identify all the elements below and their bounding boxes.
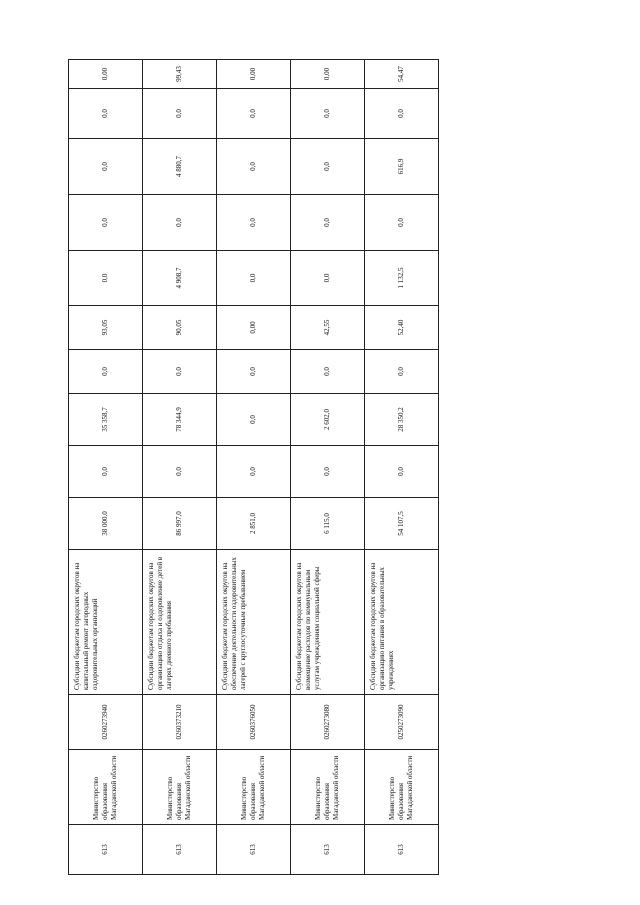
subsidies-table — [68, 59, 439, 875]
row-description: Субсидии бюджетам городских округов на организацию отдыха и оздоровление детей в лагерях дневного пребывания — [143, 550, 217, 695]
table-row — [217, 60, 291, 875]
row-kbk: 0250273090 — [365, 695, 439, 750]
row-value-4: 0,0 — [69, 350, 143, 394]
row-value-4: 0,0 — [291, 350, 365, 394]
row-value-4: 0,0 — [143, 350, 217, 394]
table-row — [365, 60, 439, 875]
row-value-3: 2 602,0 — [291, 394, 365, 446]
row-value-2: 0,0 — [217, 446, 291, 498]
row-value-2: 0,0 — [143, 446, 217, 498]
row-value-8: 0,0 — [69, 139, 143, 195]
row-value-10: 54,47 — [365, 60, 439, 89]
row-value-6: 0,0 — [291, 251, 365, 306]
row-description: Субсидии бюджетам городских округов на капитальный ремонт загородных оздоровительных организаций — [69, 550, 143, 695]
table-row — [143, 60, 217, 875]
row-value-7: 0,0 — [143, 195, 217, 251]
table-body — [69, 60, 439, 875]
row-kbk: 0260376050 — [217, 695, 291, 750]
row-value-2: 0,0 — [291, 446, 365, 498]
row-value-2: 0,0 — [69, 446, 143, 498]
row-value-1: 6 115,0 — [291, 498, 365, 550]
row-value-9: 0,0 — [217, 89, 291, 139]
row-code: 613 — [69, 825, 143, 875]
row-value-3: 0,0 — [217, 394, 291, 446]
row-value-7: 0,0 — [365, 195, 439, 251]
row-value-3: 78 344,9 — [143, 394, 217, 446]
row-value-1: 86 997,0 — [143, 498, 217, 550]
row-value-6: 0,0 — [217, 251, 291, 306]
row-code: 613 — [143, 825, 217, 875]
row-value-5: 52,40 — [365, 306, 439, 350]
row-code: 613 — [291, 825, 365, 875]
row-value-9: 0,0 — [69, 89, 143, 139]
row-ministry: Министерство образования Магаданской области — [217, 750, 291, 825]
row-ministry: Министерство образования Магаданской области — [291, 750, 365, 825]
row-value-7: 0,0 — [217, 195, 291, 251]
row-value-5: 90,05 — [143, 306, 217, 350]
row-value-10: 0,00 — [291, 60, 365, 89]
row-value-8: 4 880,7 — [143, 139, 217, 195]
row-value-1: 2 851,0 — [217, 498, 291, 550]
row-value-4: 0,0 — [365, 350, 439, 394]
row-code: 613 — [365, 825, 439, 875]
row-value-10: 99,43 — [143, 60, 217, 89]
row-value-9: 0,0 — [365, 89, 439, 139]
row-value-6: 4 908,7 — [143, 251, 217, 306]
row-value-3: 28 350,2 — [365, 394, 439, 446]
row-kbk: 0260273080 — [291, 695, 365, 750]
row-value-3: 35 358,7 — [69, 394, 143, 446]
row-kbk: 0260273940 — [69, 695, 143, 750]
row-value-9: 0,0 — [291, 89, 365, 139]
row-description: Субсидии бюджетам городских округов на организацию питания в образовательных учреждениях — [365, 550, 439, 695]
row-value-6: 1 132,5 — [365, 251, 439, 306]
row-ministry: Министерство образования Магаданской области — [69, 750, 143, 825]
row-value-1: 54 107,5 — [365, 498, 439, 550]
row-value-7: 0,0 — [69, 195, 143, 251]
row-value-5: 42,55 — [291, 306, 365, 350]
row-code: 613 — [217, 825, 291, 875]
row-value-9: 0,0 — [143, 89, 217, 139]
row-value-8: 0,0 — [291, 139, 365, 195]
table-row — [69, 60, 143, 875]
rotated-table-container — [68, 60, 438, 875]
row-kbk: 0260373210 — [143, 695, 217, 750]
row-value-7: 0,0 — [291, 195, 365, 251]
row-description: Субсидии бюджетам городских округов на возмещение расходов по коммунальным услугам учреждениям социальной сферы — [291, 550, 365, 695]
row-value-2: 0,0 — [365, 446, 439, 498]
row-value-8: 616,9 — [365, 139, 439, 195]
row-description: Субсидии бюджетам городских округов на обеспечение деятельности оздоровительных лагерей с круглосуточным пребыванием — [217, 550, 291, 695]
row-value-10: 0,00 — [69, 60, 143, 89]
row-value-10: 0,00 — [217, 60, 291, 89]
row-ministry: Министерство образования Магаданской области — [143, 750, 217, 825]
row-ministry: Министерство образования Магаданской области — [365, 750, 439, 825]
row-value-5: 0,00 — [217, 306, 291, 350]
row-value-4: 0,0 — [217, 350, 291, 394]
row-value-6: 0,0 — [69, 251, 143, 306]
row-value-1: 38 000,0 — [69, 498, 143, 550]
table-row — [291, 60, 365, 875]
row-value-5: 93,05 — [69, 306, 143, 350]
row-value-8: 0,0 — [217, 139, 291, 195]
